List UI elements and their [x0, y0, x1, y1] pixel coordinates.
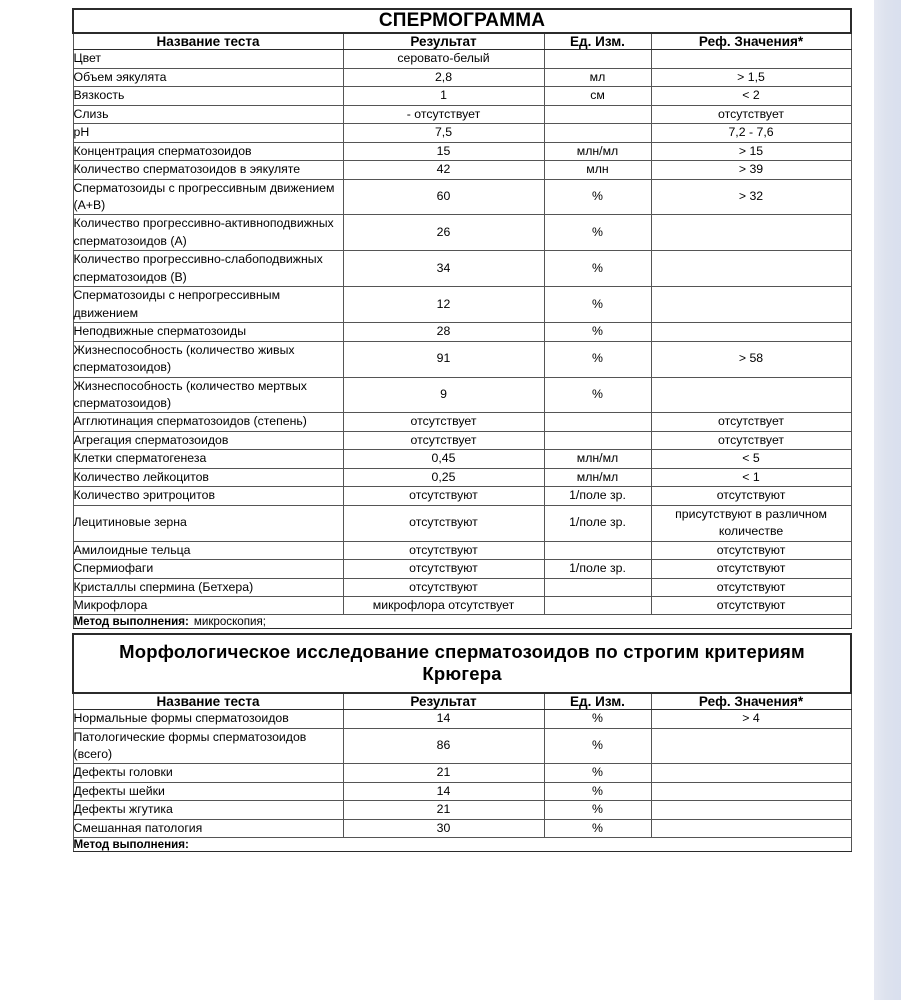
kruger-table: [72, 633, 852, 852]
test-result-cell: отсутствуют: [343, 505, 544, 541]
test-result-cell: отсутствует: [343, 431, 544, 449]
kruger-section-title: Морфологическое исследование сперматозоидов по строгим критериям Крюгера: [73, 634, 851, 693]
table-row: [73, 450, 851, 468]
test-name-cell: Сперматозоиды с прогрессивным движением (A+B): [73, 179, 343, 215]
test-result-cell: 2,8: [343, 68, 544, 86]
table-row: [73, 468, 851, 486]
table-row: [73, 710, 851, 728]
test-result-cell: 26: [343, 215, 544, 251]
test-name-cell: Амилоидные тельца: [73, 541, 343, 559]
test-unit-cell: млн/мл: [544, 142, 651, 160]
table-row: [73, 377, 851, 413]
test-result-cell: 34: [343, 251, 544, 287]
test-name-cell: Агглютинация сперматозоидов (степень): [73, 413, 343, 431]
kruger-method-cell: [73, 838, 851, 852]
test-name-cell: Количество прогрессивно-слабоподвижных сперматозоидов (B): [73, 251, 343, 287]
test-name-cell: Количество сперматозоидов в эякуляте: [73, 161, 343, 179]
table-row: [73, 819, 851, 837]
table-row: [73, 68, 851, 86]
test-result-cell: серовато-белый: [343, 50, 544, 68]
test-reference-cell: < 1: [651, 468, 851, 486]
test-result-cell: 0,25: [343, 468, 544, 486]
spermogram-table: [72, 8, 852, 629]
table-row: [73, 764, 851, 782]
method-label: Метод выполнения:: [73, 615, 189, 629]
test-result-cell: 42: [343, 161, 544, 179]
table-row: [73, 413, 851, 431]
test-unit-cell: см: [544, 87, 651, 105]
test-unit-cell: [544, 50, 651, 68]
test-reference-cell: [651, 782, 851, 800]
table-row: [73, 251, 851, 287]
table-row: [73, 142, 851, 160]
test-name-cell: Сперматозоиды с непрогрессивным движением: [73, 287, 343, 323]
test-result-cell: отсутствует: [343, 413, 544, 431]
test-result-cell: 15: [343, 142, 544, 160]
test-unit-cell: [544, 413, 651, 431]
test-result-cell: 91: [343, 341, 544, 377]
test-result-cell: 14: [343, 782, 544, 800]
test-result-cell: 9: [343, 377, 544, 413]
method-value: микроскопия;: [193, 615, 267, 629]
table-row: [73, 578, 851, 596]
test-reference-cell: [651, 801, 851, 819]
document-page: [72, 8, 850, 852]
test-reference-cell: > 1,5: [651, 68, 851, 86]
test-reference-cell: [651, 50, 851, 68]
test-reference-cell: [651, 287, 851, 323]
column-header-unit: Ед. Изм.: [544, 33, 651, 50]
test-name-cell: Количество прогрессивно-активноподвижных сперматозоидов (A): [73, 215, 343, 251]
column-header-unit: Ед. Изм.: [544, 693, 651, 710]
test-reference-cell: отсутствует: [651, 413, 851, 431]
test-name-cell: Дефекты шейки: [73, 782, 343, 800]
test-unit-cell: мл: [544, 68, 651, 86]
test-unit-cell: [544, 578, 651, 596]
column-header-name: Название теста: [73, 33, 343, 50]
document-title-row: [73, 9, 851, 33]
test-name-cell: Дефекты жгутика: [73, 801, 343, 819]
test-result-cell: отсутствуют: [343, 560, 544, 578]
table-row: [73, 105, 851, 123]
page-gutter-strip: [874, 0, 901, 1000]
test-unit-cell: [544, 124, 651, 142]
column-header-name: Название теста: [73, 693, 343, 710]
test-reference-cell: > 39: [651, 161, 851, 179]
method-label: Метод выполнения:: [73, 838, 189, 852]
test-reference-cell: присутствуют в различном количестве: [651, 505, 851, 541]
test-unit-cell: %: [544, 782, 651, 800]
table-row: [73, 431, 851, 449]
test-result-cell: 1: [343, 87, 544, 105]
test-reference-cell: [651, 819, 851, 837]
column-header-reference: Реф. Значения*: [651, 693, 851, 710]
test-unit-cell: %: [544, 341, 651, 377]
table-row: [73, 560, 851, 578]
table-row: [73, 541, 851, 559]
test-name-cell: Микрофлора: [73, 597, 343, 615]
test-reference-cell: отсутствуют: [651, 541, 851, 559]
spermogram-rows: [73, 50, 851, 615]
method-value: [189, 838, 194, 851]
test-name-cell: Нормальные формы сперматозоидов: [73, 710, 343, 728]
test-name-cell: Количество лейкоцитов: [73, 468, 343, 486]
test-unit-cell: %: [544, 179, 651, 215]
table-row: [73, 287, 851, 323]
test-result-cell: - отсутствует: [343, 105, 544, 123]
test-reference-cell: отсутствует: [651, 431, 851, 449]
test-reference-cell: [651, 728, 851, 764]
test-name-cell: Концентрация сперматозоидов: [73, 142, 343, 160]
test-unit-cell: %: [544, 323, 651, 341]
table-row: [73, 597, 851, 615]
spermogram-method-row: [73, 615, 851, 629]
test-name-cell: Объем эякулята: [73, 68, 343, 86]
test-unit-cell: %: [544, 819, 651, 837]
test-reference-cell: > 15: [651, 142, 851, 160]
test-unit-cell: [544, 105, 651, 123]
test-name-cell: Спермиофаги: [73, 560, 343, 578]
kruger-header-row: [73, 693, 851, 710]
test-result-cell: 12: [343, 287, 544, 323]
test-result-cell: 7,5: [343, 124, 544, 142]
table-header-row: [73, 33, 851, 50]
test-result-cell: 86: [343, 728, 544, 764]
test-name-cell: Лецитиновые зерна: [73, 505, 343, 541]
test-unit-cell: 1/поле зр.: [544, 560, 651, 578]
test-name-cell: Вязкость: [73, 87, 343, 105]
test-reference-cell: [651, 377, 851, 413]
table-row: [73, 341, 851, 377]
test-reference-cell: отсутствуют: [651, 597, 851, 615]
test-reference-cell: > 58: [651, 341, 851, 377]
test-unit-cell: 1/поле зр.: [544, 487, 651, 505]
test-name-cell: Неподвижные сперматозоиды: [73, 323, 343, 341]
test-unit-cell: [544, 597, 651, 615]
column-header-result: Результат: [343, 693, 544, 710]
test-unit-cell: млн: [544, 161, 651, 179]
kruger-method-row: [73, 838, 851, 852]
test-reference-cell: > 32: [651, 179, 851, 215]
test-result-cell: микрофлора отсутствует: [343, 597, 544, 615]
spermogram-method-cell: [73, 615, 851, 629]
test-name-cell: Слизь: [73, 105, 343, 123]
test-name-cell: Жизнеспособность (количество мертвых сперматозоидов): [73, 377, 343, 413]
test-name-cell: Агрегация сперматозоидов: [73, 431, 343, 449]
test-reference-cell: [651, 251, 851, 287]
test-reference-cell: отсутствуют: [651, 560, 851, 578]
test-result-cell: 21: [343, 801, 544, 819]
test-unit-cell: %: [544, 710, 651, 728]
table-row: [73, 87, 851, 105]
table-row: [73, 487, 851, 505]
page-title: СПЕРМОГРАММА: [73, 9, 851, 33]
test-reference-cell: отсутствует: [651, 105, 851, 123]
test-name-cell: Смешанная патология: [73, 819, 343, 837]
kruger-rows: [73, 710, 851, 838]
table-row: [73, 782, 851, 800]
test-unit-cell: млн/мл: [544, 468, 651, 486]
table-row: [73, 124, 851, 142]
test-result-cell: 21: [343, 764, 544, 782]
test-reference-cell: < 5: [651, 450, 851, 468]
test-unit-cell: 1/поле зр.: [544, 505, 651, 541]
table-row: [73, 801, 851, 819]
test-reference-cell: > 4: [651, 710, 851, 728]
test-result-cell: отсутствуют: [343, 578, 544, 596]
test-name-cell: Жизнеспособность (количество живых сперматозоидов): [73, 341, 343, 377]
table-row: [73, 323, 851, 341]
column-header-reference: Реф. Значения*: [651, 33, 851, 50]
test-unit-cell: %: [544, 728, 651, 764]
table-row: [73, 505, 851, 541]
test-reference-cell: 7,2 - 7,6: [651, 124, 851, 142]
table-row: [73, 161, 851, 179]
test-unit-cell: %: [544, 764, 651, 782]
test-unit-cell: %: [544, 251, 651, 287]
test-unit-cell: млн/мл: [544, 450, 651, 468]
test-name-cell: Кристаллы спермина (Бетхера): [73, 578, 343, 596]
table-row: [73, 50, 851, 68]
test-result-cell: 28: [343, 323, 544, 341]
test-unit-cell: [544, 431, 651, 449]
test-name-cell: Патологические формы сперматозоидов (всего): [73, 728, 343, 764]
test-name-cell: Цвет: [73, 50, 343, 68]
test-reference-cell: отсутствуют: [651, 487, 851, 505]
test-result-cell: 0,45: [343, 450, 544, 468]
test-reference-cell: < 2: [651, 87, 851, 105]
test-name-cell: pH: [73, 124, 343, 142]
test-reference-cell: отсутствуют: [651, 578, 851, 596]
test-result-cell: 14: [343, 710, 544, 728]
test-result-cell: 30: [343, 819, 544, 837]
table-row: [73, 179, 851, 215]
test-result-cell: 60: [343, 179, 544, 215]
test-name-cell: Клетки сперматогенеза: [73, 450, 343, 468]
test-name-cell: Количество эритроцитов: [73, 487, 343, 505]
test-name-cell: Дефекты головки: [73, 764, 343, 782]
test-reference-cell: [651, 764, 851, 782]
test-result-cell: отсутствуют: [343, 487, 544, 505]
test-unit-cell: [544, 541, 651, 559]
test-unit-cell: %: [544, 287, 651, 323]
test-reference-cell: [651, 323, 851, 341]
test-reference-cell: [651, 215, 851, 251]
test-unit-cell: %: [544, 377, 651, 413]
test-unit-cell: %: [544, 801, 651, 819]
column-header-result: Результат: [343, 33, 544, 50]
table-row: [73, 728, 851, 764]
test-unit-cell: %: [544, 215, 651, 251]
test-result-cell: отсутствуют: [343, 541, 544, 559]
kruger-title-row: [73, 634, 851, 693]
table-row: [73, 215, 851, 251]
